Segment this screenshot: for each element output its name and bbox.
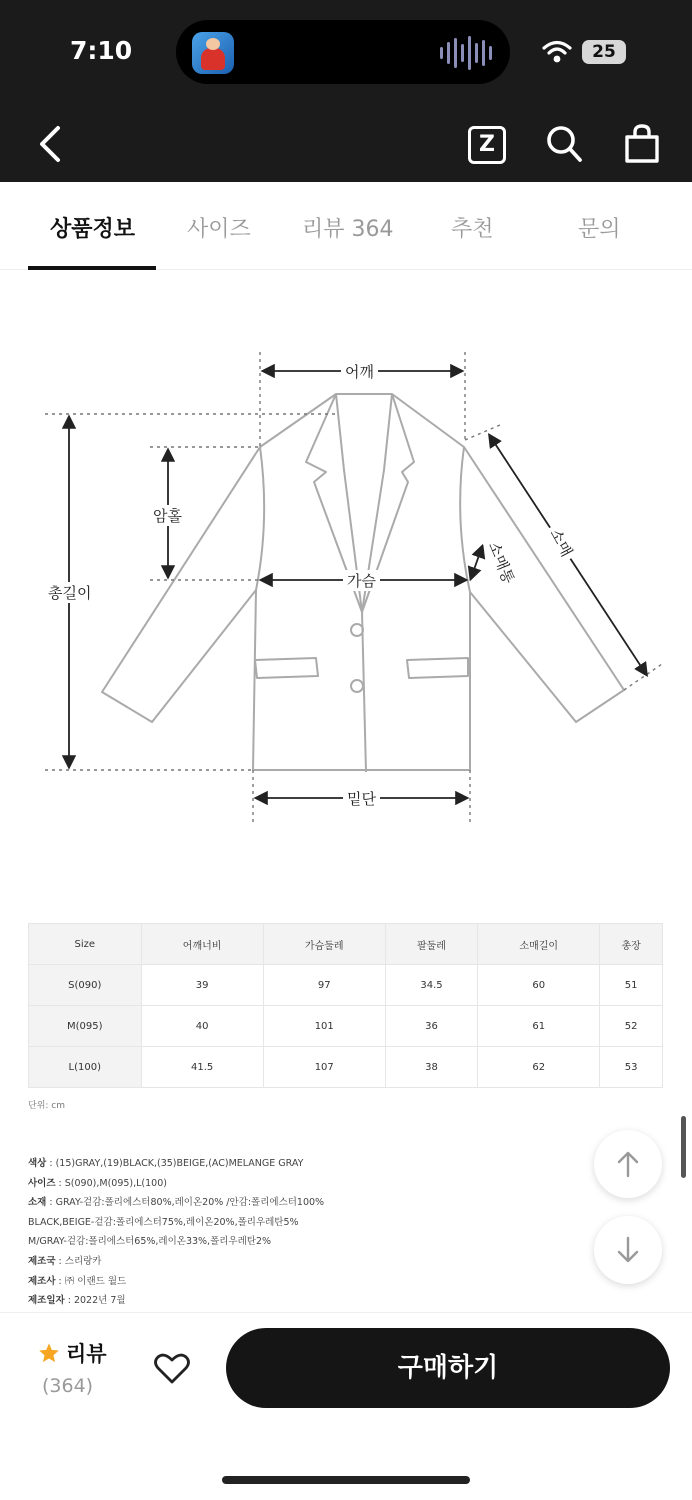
review-count: (364)	[42, 1375, 94, 1397]
table-cell: M(095)	[29, 1006, 142, 1047]
audio-wave-icon	[440, 36, 492, 70]
table-cell: 51	[600, 965, 663, 1006]
table-header: Size	[29, 924, 142, 965]
table-cell: 52	[600, 1006, 663, 1047]
tab-inquiry[interactable]: 문의	[578, 217, 621, 242]
top-bar	[0, 0, 692, 182]
back-arrow-icon[interactable]	[36, 124, 66, 164]
table-cell: 97	[263, 965, 385, 1006]
table-cell: 62	[478, 1047, 600, 1088]
label-hem: 밑단	[343, 788, 380, 809]
table-row	[29, 1006, 663, 1047]
status-time: 7:10	[70, 36, 133, 65]
label-armhole: 암홀	[149, 505, 186, 526]
tab-recommend[interactable]: 추천	[451, 217, 494, 242]
review-summary[interactable]	[38, 1338, 107, 1368]
tab-product-info[interactable]: 상품정보	[50, 217, 136, 242]
label-total-length: 총길이	[44, 582, 95, 603]
review-label: 리뷰	[66, 1342, 107, 1366]
tab-review[interactable]: 리뷰 364	[302, 217, 394, 242]
detail-size: 사이즈 : S(090),M(095),L(100)	[28, 1177, 167, 1189]
unit-note: 단위: cm	[28, 1101, 65, 1111]
detail-date: 제조일자 : 2022년 7월	[28, 1295, 126, 1307]
table-header-row	[29, 924, 663, 965]
wifi-icon	[542, 40, 572, 64]
dynamic-island	[176, 20, 510, 84]
table-cell: 101	[263, 1006, 385, 1047]
star-icon	[38, 1342, 60, 1364]
table-header: 가슴둘레	[263, 924, 385, 965]
table-header: 총장	[600, 924, 663, 965]
zigzag-z-button[interactable]: Z	[468, 126, 506, 164]
scrollbar-thumb[interactable]	[681, 1116, 686, 1178]
table-cell: 40	[141, 1006, 263, 1047]
arrow-down-icon	[616, 1236, 640, 1264]
product-tabs	[0, 182, 692, 270]
table-cell: 53	[600, 1047, 663, 1088]
buy-button[interactable]: 구매하기	[226, 1328, 670, 1408]
table-cell: 61	[478, 1006, 600, 1047]
shopping-bag-icon[interactable]	[624, 124, 660, 164]
table-cell: L(100)	[29, 1047, 142, 1088]
table-header: 소매길이	[478, 924, 600, 965]
table-row	[29, 1047, 663, 1088]
detail-color: 색상 : (15)GRAY,(19)BLACK,(35)BEIGE,(AC)MELANGE GRAY	[28, 1158, 304, 1169]
label-shoulder: 어깨	[341, 361, 378, 382]
detail-material-line2: BLACK,BEIGE-겉감:폴리에스터75%,레이온20%,폴리우레탄5%	[28, 1216, 299, 1228]
table-cell: 60	[478, 965, 600, 1006]
table-cell: 34.5	[385, 965, 477, 1006]
battery-indicator: 25	[582, 40, 626, 64]
table-cell: 38	[385, 1047, 477, 1088]
tab-size[interactable]: 사이즈	[187, 217, 251, 242]
home-indicator	[222, 1476, 470, 1484]
table-cell: 36	[385, 1006, 477, 1047]
label-chest: 가슴	[343, 570, 380, 591]
arrow-up-icon	[616, 1150, 640, 1178]
product-details	[28, 1154, 588, 1311]
label-sleeve-width: 소매통	[482, 535, 521, 591]
scroll-bottom-button[interactable]	[594, 1216, 662, 1284]
size-table	[28, 923, 663, 1088]
table-row	[29, 965, 663, 1006]
scroll-top-button[interactable]	[594, 1130, 662, 1198]
table-header: 어깨너비	[141, 924, 263, 965]
detail-country: 제조국 : 스리랑카	[28, 1255, 102, 1267]
search-icon[interactable]	[545, 124, 583, 164]
size-guide-diagram	[0, 300, 692, 860]
detail-material-line3: M/GRAY-겉감:폴리에스터65%,레이온33%,폴리우레탄2%	[28, 1236, 272, 1248]
heart-icon[interactable]	[154, 1352, 190, 1384]
table-cell: S(090)	[29, 965, 142, 1006]
table-header: 팔둘레	[385, 924, 477, 965]
detail-material: 소재 : GRAY-겉감:폴리에스터80%,레이온20% /안감:폴리에스터100%	[28, 1197, 325, 1209]
active-tab-indicator	[28, 266, 156, 270]
table-cell: 107	[263, 1047, 385, 1088]
table-cell: 41.5	[141, 1047, 263, 1088]
label-sleeve: 소매	[544, 521, 580, 564]
table-cell: 39	[141, 965, 263, 1006]
detail-maker: 제조사 : ㈜ 이랜드 월드	[28, 1275, 127, 1287]
now-playing-app-icon	[192, 32, 234, 74]
